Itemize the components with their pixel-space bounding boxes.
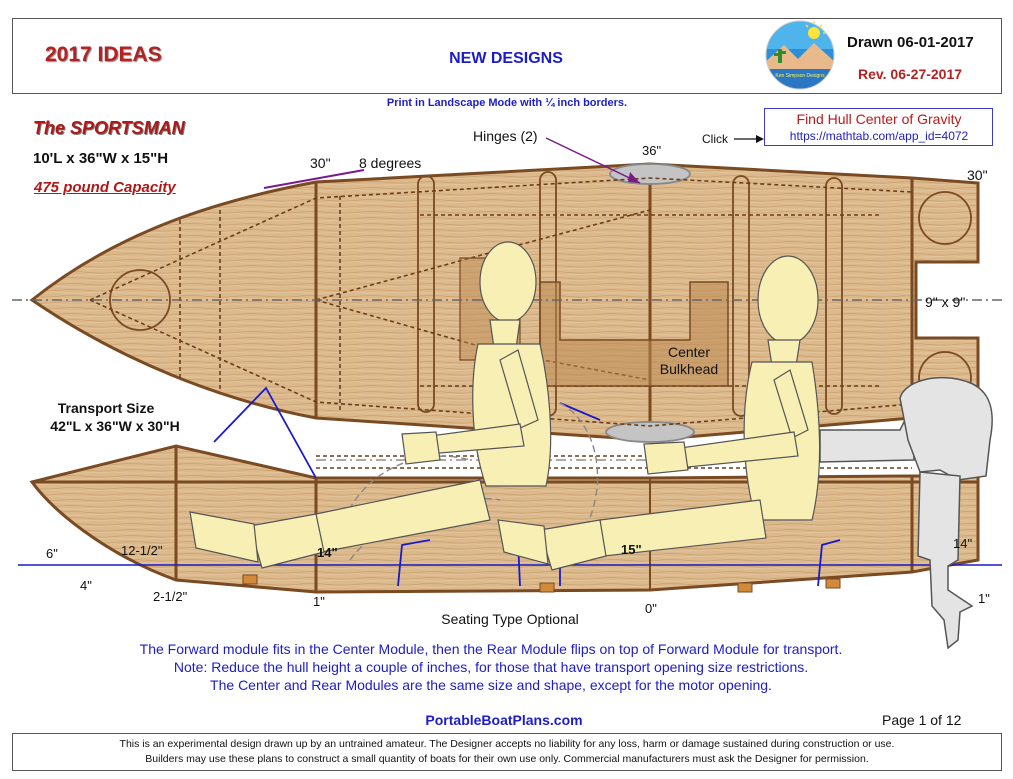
disclaimer-line-2: Builders may use these plans to construct a small quantity of boats for their own use only. Commercial manufacturers must ask the Designer for permission. bbox=[145, 753, 869, 765]
dim-14-a: 14" bbox=[317, 545, 338, 560]
angle-label: 8 degrees bbox=[359, 155, 422, 171]
transport-size: 42"L x 36"W x 30"H bbox=[50, 418, 180, 434]
dim-1-a: 1" bbox=[313, 594, 325, 609]
top-width-label: 36" bbox=[642, 143, 662, 158]
cg-link-box[interactable] bbox=[764, 108, 993, 146]
note-line-2: Note: Reduce the hull height a couple of inches, for those that have transport opening size restrictions. bbox=[173, 659, 809, 675]
motor-opening-label: 9" x 9" bbox=[925, 294, 966, 310]
center-bulkhead-label-1: Center bbox=[667, 344, 711, 360]
transport-title: Transport Size bbox=[57, 400, 155, 416]
dim-12-half: 12-1/2" bbox=[121, 543, 163, 558]
stern-width-label: 30" bbox=[967, 167, 988, 183]
dim-15: 15" bbox=[621, 542, 642, 557]
revision-date: Rev. 06-27-2017 bbox=[858, 66, 963, 82]
bow-width-label: 30" bbox=[310, 155, 331, 171]
site-link[interactable]: PortableBoatPlans.com bbox=[425, 712, 583, 728]
dim-6: 6" bbox=[46, 546, 58, 561]
cg-link-title: Find Hull Center of Gravity bbox=[796, 111, 962, 127]
boat-size: 10'L x 36"W x 15"H bbox=[33, 150, 169, 167]
logo-text: Ken Simpson Designs bbox=[775, 73, 825, 79]
boat-capacity: 475 pound Capacity bbox=[34, 179, 176, 196]
note-line-1: The Forward module fits in the Center Module, then the Rear Module flips on top of Forward Module for transport. bbox=[139, 641, 843, 657]
dim-4: 4" bbox=[80, 578, 92, 593]
boat-name: The SPORTSMAN bbox=[33, 118, 185, 138]
drawn-date: Drawn 06-01-2017 bbox=[847, 34, 974, 51]
dim-1-b: 1" bbox=[978, 591, 990, 606]
disclaimer-line-1: This is an experimental design drawn up by an untrained amateur. The Designer accepts no liability for any loss, harm or damage sustained during construction or use. bbox=[119, 738, 895, 750]
dim-0: 0" bbox=[645, 601, 657, 616]
hinges-label: Hinges (2) bbox=[473, 128, 538, 144]
cg-link-url[interactable]: https://mathtab.com/app_id=4072 bbox=[789, 129, 969, 143]
dim-14-b: 14" bbox=[953, 536, 973, 551]
page-number: Page 1 of 12 bbox=[882, 712, 962, 728]
ideas-title: 2017 IDEAS bbox=[45, 43, 162, 66]
designs-title: NEW DESIGNS bbox=[449, 50, 563, 67]
click-label: Click bbox=[702, 132, 728, 146]
seating-label: Seating Type Optional bbox=[441, 611, 579, 627]
note-line-3: The Center and Rear Modules are the same size and shape, except for the motor opening. bbox=[210, 677, 772, 693]
print-note: Print in Landscape Mode with ¼ inch borders. bbox=[386, 97, 628, 109]
center-bulkhead-label-2: Bulkhead bbox=[659, 361, 719, 377]
dim-2-half: 2-1/2" bbox=[153, 589, 188, 604]
